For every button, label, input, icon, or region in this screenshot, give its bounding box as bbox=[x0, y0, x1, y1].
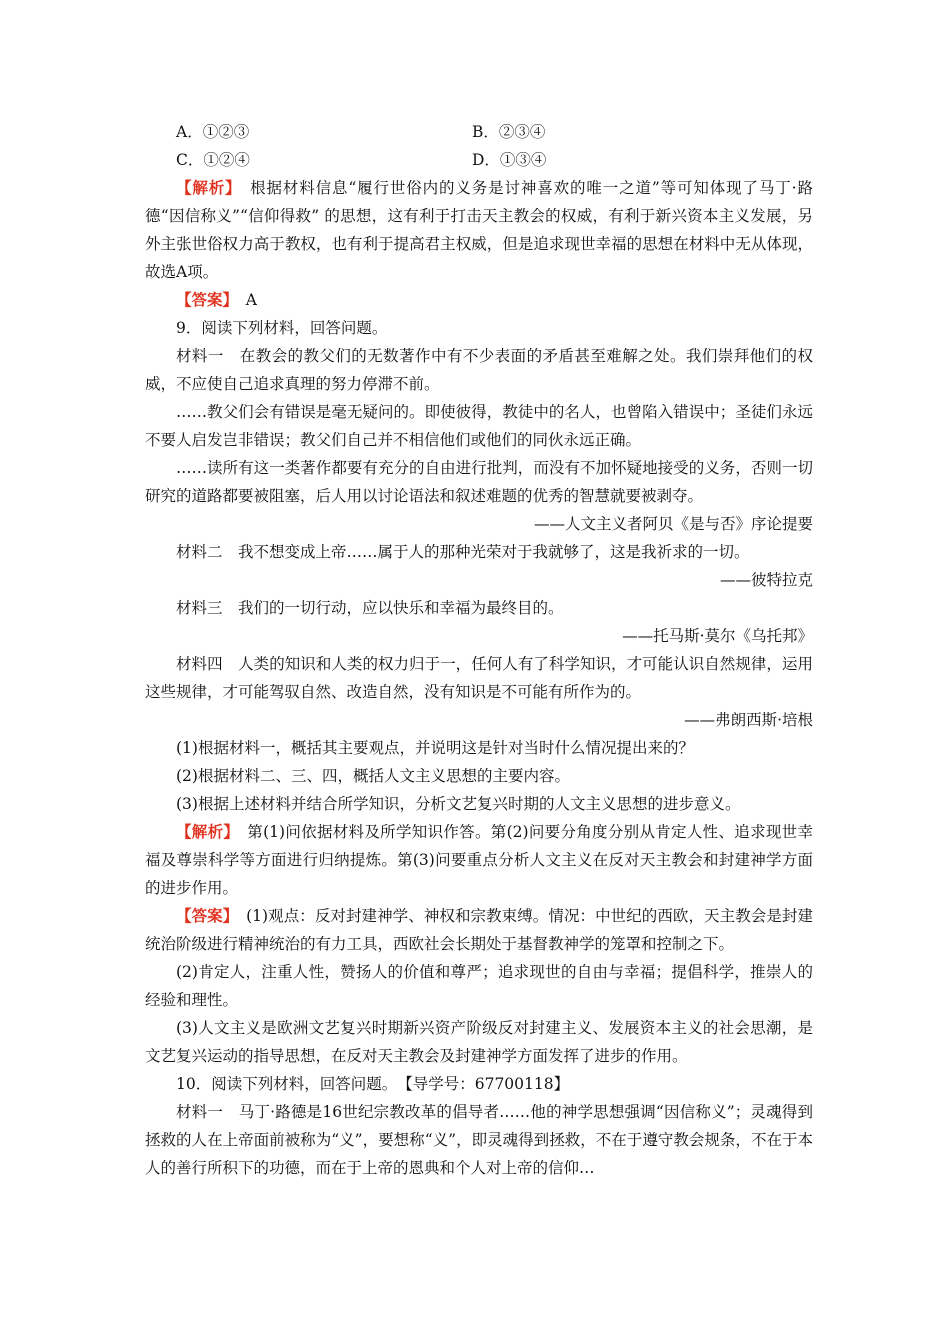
q8-answer-text: A bbox=[245, 291, 257, 309]
option-b: B．②③④ bbox=[472, 123, 546, 141]
q9-material-2-source: ——彼特拉克 bbox=[719, 571, 813, 589]
q10-material-1: 材料一 马丁·路德是16世纪宗教改革的倡导者……他的神学思想强调“因信称义”；灵魂得到拯救的人在上帝面前被称为“义”，要想称“义”，即灵魂得到拯救，不在于遵守教会规条，不在于本人的善行所积下的功德，而在于上帝的恩典和个人对上帝的信仰… bbox=[145, 1103, 813, 1177]
q9-answer-1-text: (1)观点：反对封建神学、神权和宗教束缚。情况：中世纪的西欧，天主教会是封建统治阶级进行精神统治的有力工具，西欧社会长期处于基督教神学的笼罩和控制之下。 bbox=[145, 907, 813, 953]
q9-material-2: 材料二 我不想变成上帝……属于人的那种光荣对于我就够了，这是我祈求的一切。 bbox=[176, 543, 750, 561]
q9-material-4-source: ——弗朗西斯·培根 bbox=[684, 711, 813, 729]
option-d: D．①③④ bbox=[472, 151, 547, 169]
q8-analysis bbox=[145, 174, 813, 286]
q9-question-2: (2)根据材料二、三、四，概括人文主义思想的主要内容。 bbox=[176, 767, 570, 785]
q9-question-1: (1)根据材料一，概括其主要观点，并说明这是针对当时什么情况提出来的？ bbox=[176, 739, 694, 757]
q9-answer-1 bbox=[145, 902, 813, 958]
analysis-tag: 【解析】 bbox=[176, 178, 234, 197]
option-c: C．①②④ bbox=[176, 151, 250, 169]
q8-analysis-text: 根据材料信息“履行世俗内的义务是讨神喜欢的唯一之道”等可知体现了马丁·路德“因信称义”“信仰得救” 的思想，这有利于打击天主教会的权威，有利于新兴资本主义发展，另外主张世俗权力高于教权，也有利于提高君主权威，但是追求现世幸福的思想在材料中无从体现，故选A项。 bbox=[145, 179, 813, 281]
answer-tag: 【答案】 bbox=[176, 290, 231, 309]
q9-material-4: 材料四 人类的知识和人类的权力归于一，任何人有了科学知识，才可能认识自然规律，运用这些规律，才可能驾驭自然、改造自然，没有知识是不可能有所作为的。 bbox=[145, 655, 813, 701]
q9-analysis-text: 第(1)问依据材料及所学知识作答。第(2)问要分角度分别从肯定人性、追求现世幸福及尊崇科学等方面进行归纳提炼。第(3)问要重点分析人文主义在反对天主教会和封建神学方面的进步作用。 bbox=[145, 823, 813, 897]
q9-material-3-source: ——托马斯·莫尔《乌托邦》 bbox=[622, 627, 813, 645]
q9-answer-3: (3)人文主义是欧洲文艺复兴时期新兴资产阶级反对封建主义、发展资本主义的社会思潮，是文艺复兴运动的指导思想，在反对天主教会及封建神学方面发挥了进步的作用。 bbox=[145, 1019, 813, 1065]
answer-tag: 【答案】 bbox=[176, 906, 231, 925]
options-row-1 bbox=[145, 118, 813, 146]
q10-stem: 10．阅读下列材料，回答问题。 【导学号：67700118】 bbox=[176, 1075, 570, 1093]
option-a: A．①②③ bbox=[176, 123, 250, 141]
q9-question-3: (3)根据上述材料并结合所学知识，分析文艺复兴时期的人文主义思想的进步意义。 bbox=[176, 795, 741, 813]
q9-answer-2: (2)肯定人，注重人性，赞扬人的价值和尊严；追求现世的自由与幸福；提倡科学，推崇人的经验和理性。 bbox=[145, 963, 813, 1009]
q9-material-1-source: ——人文主义者阿贝《是与否》序论提要 bbox=[533, 515, 813, 533]
document-page bbox=[145, 118, 813, 1182]
options-row-2 bbox=[145, 146, 813, 174]
q9-stem: 9．阅读下列材料，回答问题。 bbox=[176, 319, 388, 337]
q9-material-1-p1: 材料一 在教会的教父们的无数著作中有不少表面的矛盾甚至难解之处。我们崇拜他们的权威，不应使自己追求真理的努力停滞不前。 bbox=[145, 347, 813, 393]
q8-answer bbox=[145, 286, 813, 314]
q9-material-3: 材料三 我们的一切行动，应以快乐和幸福为最终目的。 bbox=[176, 599, 564, 617]
q9-analysis bbox=[145, 818, 813, 902]
analysis-tag: 【解析】 bbox=[176, 822, 232, 841]
q9-material-1-p3: ……读所有这一类著作都要有充分的自由进行批判，而没有不加怀疑地接受的义务，否则一切研究的道路都要被阻塞，后人用以讨论语法和叙述难题的优秀的智慧就要被剥夺。 bbox=[145, 459, 813, 505]
q9-material-1-p2: ……教父们会有错误是毫无疑问的。即使彼得，教徒中的名人，也曾陷入错误中；圣徒们永远不要人启发岂非错误；教父们自己并不相信他们或他们的同伙永远正确。 bbox=[145, 403, 813, 449]
